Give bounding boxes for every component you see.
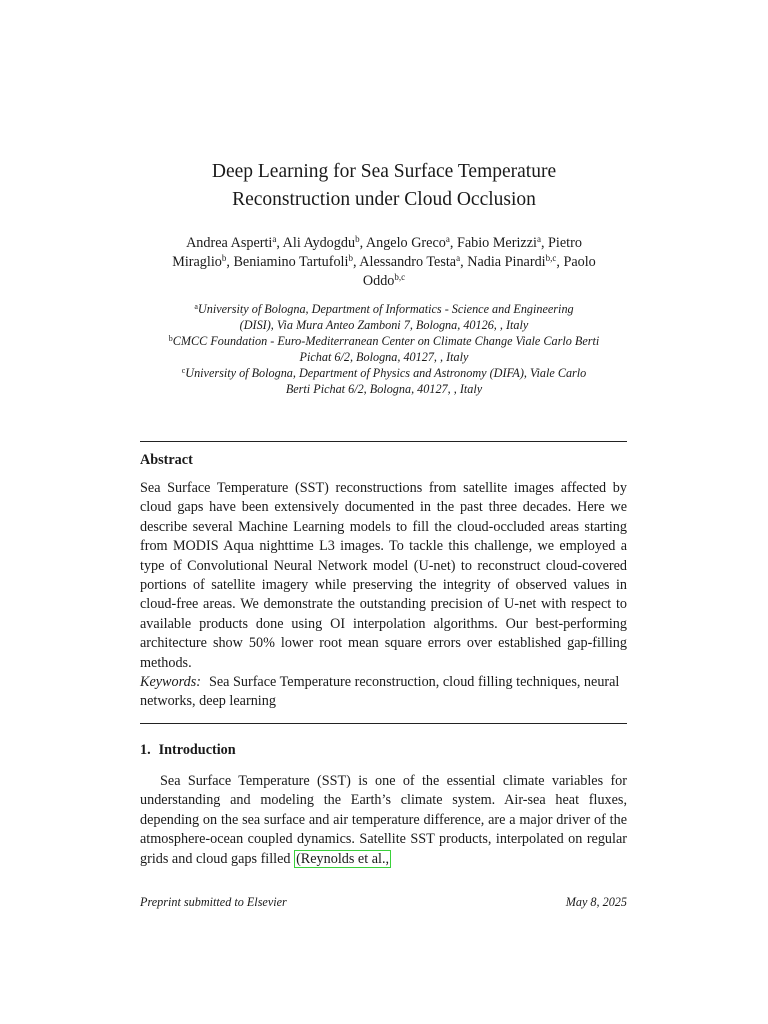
author-separator: , bbox=[226, 254, 234, 270]
author-separator: , bbox=[460, 254, 468, 270]
author-name: Angelo Greco bbox=[365, 235, 446, 251]
author-separator: , bbox=[359, 235, 366, 251]
affiliation bbox=[130, 333, 638, 349]
section-heading-introduction bbox=[140, 742, 236, 759]
author-name: Alessandro Testa bbox=[359, 254, 457, 270]
affiliation-mark: a bbox=[194, 302, 198, 311]
author-name: Oddo bbox=[362, 273, 395, 289]
paper-title bbox=[110, 158, 658, 214]
author-affiliation-mark: a bbox=[272, 234, 277, 244]
abstract-heading: Abstract bbox=[140, 452, 193, 468]
introduction-text bbox=[140, 772, 627, 869]
affiliation-line-2: Berti Pichat 6/2, Bologna, 40127, , Italy bbox=[285, 382, 483, 396]
affiliation-line-1: CMCC Foundation - Euro-Mediterranean Center on Climate Change Viale Carlo Berti bbox=[172, 334, 600, 348]
keywords bbox=[140, 673, 627, 712]
top-rule bbox=[140, 441, 627, 442]
affiliation-line-1: University of Bologna, Department of Informatics - Science and Engineering bbox=[197, 302, 574, 316]
author-name: Miraglio bbox=[172, 254, 222, 270]
author-affiliation-mark: a bbox=[536, 234, 541, 244]
title-line-1: Deep Learning for Sea Surface Temperature bbox=[211, 161, 557, 182]
affiliation-line-2: (DISI), Via Mura Anteo Zamboni 7, Bologna, 40126, , Italy bbox=[239, 318, 529, 332]
keywords-label: Keywords: bbox=[140, 674, 201, 690]
affiliation-line-1: University of Bologna, Department of Physics and Astronomy (DIFA), Viale Carlo bbox=[185, 366, 587, 380]
author-name: Fabio Merizzi bbox=[456, 235, 537, 251]
abstract-text: Sea Surface Temperature (SST) reconstructions from satellite images affected by cloud gaps have been extensively documented in the past three decades. Here we describe several Machine Learning models to fill the cloud-occluded areas starting from MODIS Aqua nighttime L3 images. To tackle this challenge, we employed a type of Convolutional Neural Network model (U-net) to reconstruct cloud-covered portions of satellite imagery while preserving the integrity of observed values in cloud-free areas. We demonstrate the outstanding precision of U-net with respect to available products done using OI interpolation algorithms. Our best-performing architecture show 50% lower root mean square errors over established gap-filling methods. bbox=[140, 480, 627, 671]
author-affiliation-mark: b bbox=[348, 253, 353, 263]
author-separator: , Pietro bbox=[540, 235, 582, 251]
author-affiliation-mark: b,c bbox=[394, 272, 406, 282]
author-name: Andrea Asperti bbox=[186, 235, 273, 251]
author-affiliation-mark: b,c bbox=[545, 253, 557, 263]
citation-link[interactable]: (Reynolds et al., bbox=[296, 850, 390, 867]
footer-preprint-note: Preprint submitted to Elsevier bbox=[140, 895, 287, 909]
title-line-2: Reconstruction under Cloud Occlusion bbox=[232, 189, 536, 210]
affiliation bbox=[130, 301, 638, 317]
affiliation-list bbox=[130, 301, 638, 397]
affiliation-mark: b bbox=[168, 334, 173, 343]
author-name: Ali Aydogdu bbox=[282, 235, 356, 251]
affiliation bbox=[130, 365, 638, 381]
author-separator: , bbox=[352, 254, 360, 270]
author-affiliation-mark: a bbox=[445, 234, 450, 244]
author-separator: , bbox=[449, 235, 457, 251]
bottom-rule bbox=[140, 723, 627, 724]
author-name: Beniamino Tartufoli bbox=[233, 254, 349, 270]
affiliation-mark: c bbox=[181, 366, 186, 375]
keywords-text: Sea Surface Temperature reconstruction, cloud filling techniques, neural networks, deep learning bbox=[140, 674, 620, 710]
introduction-paragraph: Sea Surface Temperature (SST) is one of the essential climate variables for understanding and modeling the Earth’s climate system. Air-sea heat fluxes, depending on the sea surface and air temperature difference, are a major driver of the atmosphere-ocean coupled dynamics. Satellite SST products, interpolated on regular grids and cloud gaps filled bbox=[140, 773, 627, 867]
section-number: 1. bbox=[140, 742, 151, 758]
author-separator: , bbox=[276, 235, 283, 251]
author-name: Nadia Pinardi bbox=[467, 254, 546, 270]
author-affiliation-mark: b bbox=[355, 234, 360, 244]
author-list bbox=[130, 234, 638, 291]
section-title: Introduction bbox=[158, 742, 236, 758]
author-affiliation-mark: b bbox=[221, 253, 227, 263]
author-affiliation-mark: a bbox=[456, 253, 461, 263]
affiliation-line-2: Pichat 6/2, Bologna, 40127, , Italy bbox=[299, 350, 469, 364]
footer-date: May 8, 2025 bbox=[565, 895, 627, 909]
author-separator: , Paolo bbox=[556, 254, 596, 270]
